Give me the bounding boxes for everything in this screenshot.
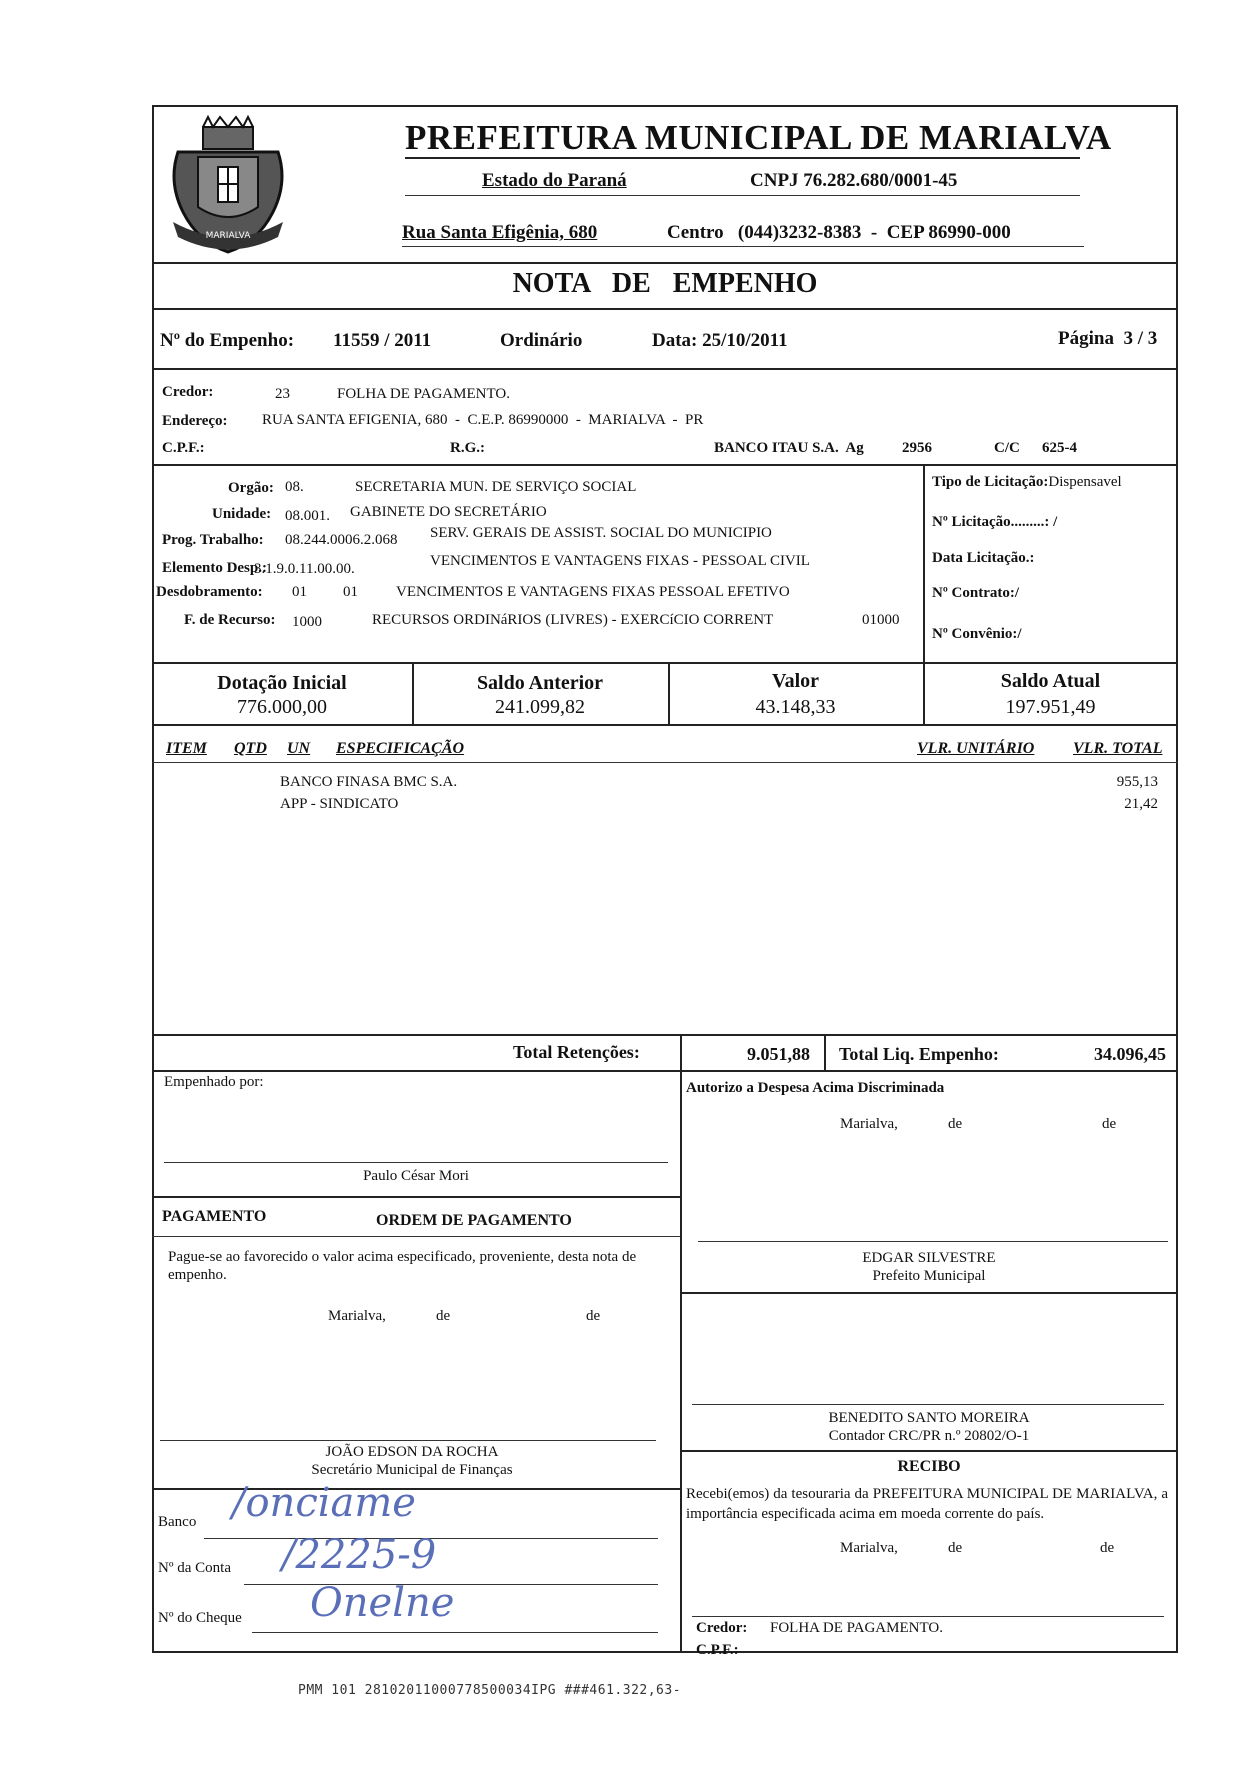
- credor-label: Credor:: [162, 384, 214, 400]
- list-item: APP - SINDICATO: [280, 796, 399, 812]
- saldo-atual-label: Saldo Atual: [1000, 670, 1101, 692]
- pagamento-de2: de: [586, 1308, 601, 1324]
- document-title: NOTA DE EMPENHO: [512, 268, 818, 299]
- page-title: PREFEITURA MUNICIPAL DE MARIALVA: [405, 118, 1112, 157]
- valor-value: 43.148,33: [755, 696, 836, 718]
- saldo-anterior-label: Saldo Anterior: [476, 672, 604, 694]
- unidade-code: 08.001.: [285, 508, 330, 524]
- col-item: ITEM: [166, 740, 207, 757]
- pagamento-city: Marialva,: [328, 1308, 386, 1324]
- cc-label: C/C: [994, 440, 1020, 456]
- recibo-de1: de: [948, 1540, 963, 1556]
- saldo-atual-value: 197.951,49: [1005, 696, 1096, 718]
- numero-contrato: Nº Contrato:/: [932, 585, 1020, 601]
- state-name: Estado do Paraná: [482, 170, 627, 191]
- conta-field-label: Nº da Conta: [158, 1560, 231, 1576]
- recibo-credor-value: FOLHA DE PAGAMENTO.: [770, 1620, 943, 1636]
- dotacao-label: Dotação Inicial: [217, 672, 347, 694]
- cheque-field-label: Nº do Cheque: [158, 1610, 242, 1626]
- secretario-name: JOÃO EDSON DA ROCHA: [325, 1444, 499, 1460]
- contador-title: Contador CRC/PR n.º 20802/O-1: [828, 1428, 1030, 1444]
- coat-of-arms-icon: [158, 112, 298, 262]
- liquido-label: Total Liq. Empenho:: [839, 1044, 999, 1064]
- autorizo-de2: de: [1102, 1116, 1117, 1132]
- cc-value: 625-4: [1042, 440, 1077, 456]
- prog-desc: SERV. GERAIS DE ASSIST. SOCIAL DO MUNICIPIO: [430, 525, 772, 541]
- col-qtd: QTD: [234, 740, 267, 757]
- banco-field-label: Banco: [158, 1514, 197, 1530]
- pagamento-text: Pague-se ao favorecido o valor acima especificado, proveniente, desta nota de empenho.: [168, 1249, 637, 1283]
- cheque-handwriting-icon: Onelne: [310, 1580, 455, 1626]
- prefeito-title: Prefeito Municipal: [872, 1268, 986, 1284]
- recibo-cpf-label: C.P.F.:: [696, 1642, 739, 1658]
- retencoes-label: Total Retenções:: [513, 1042, 640, 1062]
- tipo-licitacao: Tipo de Licitação:Dispensavel: [932, 474, 1122, 490]
- credor-code: 23: [275, 386, 290, 402]
- unidade-desc: GABINETE DO SECRETÁRIO: [350, 504, 547, 520]
- autorizo-de1: de: [948, 1116, 963, 1132]
- recurso-code: 1000: [292, 614, 322, 630]
- banco-handwriting-icon: /onciame: [232, 1480, 416, 1526]
- numero-convenio: Nº Convênio:/: [932, 626, 1022, 642]
- autorizo-city: Marialva,: [840, 1116, 898, 1132]
- col-un: UN: [287, 740, 311, 757]
- col-vlr-total: VLR. TOTAL: [1073, 740, 1163, 757]
- recibo-label: RECIBO: [897, 1458, 961, 1475]
- retencoes-value: 9.051,88: [747, 1044, 810, 1064]
- contador-name: BENEDITO SANTO MOREIRA: [828, 1410, 1030, 1426]
- orgao-code: 08.: [285, 479, 304, 495]
- orgao-label: Orgão:: [228, 480, 274, 496]
- pagamento-de1: de: [436, 1308, 451, 1324]
- banco-label: BANCO ITAU S.A. Ag: [714, 440, 864, 456]
- prefeito-name: EDGAR SILVESTRE: [862, 1250, 996, 1266]
- empenhado-name: Paulo César Mori: [363, 1168, 469, 1184]
- recurso-num: 01000: [862, 612, 900, 628]
- autorizo-label: Autorizo a Despesa Acima Discriminada: [686, 1080, 945, 1096]
- dotacao-value: 776.000,00: [237, 696, 327, 718]
- list-item-total: 21,42: [1124, 796, 1158, 812]
- pagamento-label: PAGAMENTO: [162, 1208, 267, 1225]
- data-licitacao: Data Licitação.:: [932, 550, 1035, 566]
- valor-label: Valor: [771, 670, 820, 692]
- col-vlr-unitario: VLR. UNITÁRIO: [917, 740, 1035, 757]
- cnpj: CNPJ 76.282.680/0001-45: [750, 170, 958, 191]
- recibo-de2: de: [1100, 1540, 1115, 1556]
- prog-code: 08.244.0006.2.068: [285, 532, 398, 548]
- empenhado-label: Empenhado por:: [164, 1074, 264, 1090]
- page-number: Página 3 / 3: [1058, 328, 1158, 349]
- cpf-label: C.P.F.:: [162, 440, 205, 456]
- recibo-credor-label: Credor:: [696, 1620, 748, 1636]
- list-item-total: 955,13: [1116, 774, 1158, 790]
- footer-code: PMM 101 28102011000778500034IPG ###461.322,63-: [298, 1683, 682, 1698]
- rg-label: R.G.:: [450, 440, 485, 456]
- list-item: BANCO FINASA BMC S.A.: [280, 774, 458, 790]
- elemento-code: 3.1.9.0.11.00.00.: [254, 561, 355, 577]
- unidade-label: Unidade:: [212, 506, 272, 522]
- empenho-number: 11559 / 2011: [333, 330, 432, 351]
- ordem-pagamento: ORDEM DE PAGAMENTO: [376, 1212, 572, 1229]
- endereco-value: RUA SANTA EFIGENIA, 680 - C.E.P. 86990000 - MARIALVA - PR: [262, 412, 704, 428]
- secretario-title: Secretário Municipal de Finanças: [311, 1462, 513, 1478]
- recibo-text: Recebi(emos) da tesouraria da PREFEITURA MUNICIPAL DE MARIALVA, a importância especificada acima em moeda corrente do país.: [686, 1486, 1168, 1522]
- desdobramento-b: 01: [343, 584, 358, 600]
- endereco-label: Endereço:: [162, 413, 228, 429]
- conta-handwriting-icon: /2225-9: [282, 1532, 437, 1578]
- address: Rua Santa Efigênia, 680: [402, 222, 598, 243]
- elemento-desc: VENCIMENTOS E VANTAGENS FIXAS - PESSOAL CIVIL: [430, 553, 810, 569]
- empenho-number-label: Nº do Empenho:: [160, 330, 295, 351]
- empenho-type: Ordinário: [500, 330, 583, 351]
- recibo-city: Marialva,: [840, 1540, 898, 1556]
- agencia: 2956: [902, 440, 932, 456]
- liquido-value: 34.096,45: [1094, 1044, 1166, 1064]
- desdobramento-label: Desdobramento:: [156, 584, 263, 600]
- contact-line: Centro (044)3232-8383 - CEP 86990-000: [667, 222, 1011, 243]
- desdobramento-desc: VENCIMENTOS E VANTAGENS FIXAS PESSOAL EFETIVO: [396, 584, 790, 600]
- col-especificacao: ESPECIFICAÇÃO: [336, 740, 465, 757]
- desdobramento-a: 01: [292, 584, 307, 600]
- prog-label: Prog. Trabalho:: [162, 532, 264, 548]
- svg-text:MARIALVA: MARIALVA: [205, 231, 251, 241]
- credor-name: FOLHA DE PAGAMENTO.: [337, 386, 510, 402]
- empenho-date: Data: 25/10/2011: [652, 330, 788, 351]
- elemento-label: Elemento Desp.:: [162, 560, 267, 576]
- saldo-anterior-value: 241.099,82: [495, 696, 585, 718]
- recurso-label: F. de Recurso:: [184, 612, 276, 628]
- orgao-desc: SECRETARIA MUN. DE SERVIÇO SOCIAL: [355, 479, 637, 495]
- numero-licitacao: Nº Licitação.........: /: [932, 514, 1058, 530]
- recurso-desc: RECURSOS ORDINáRIOS (LIVRES) - EXERCíCIO CORRENT: [372, 612, 774, 628]
